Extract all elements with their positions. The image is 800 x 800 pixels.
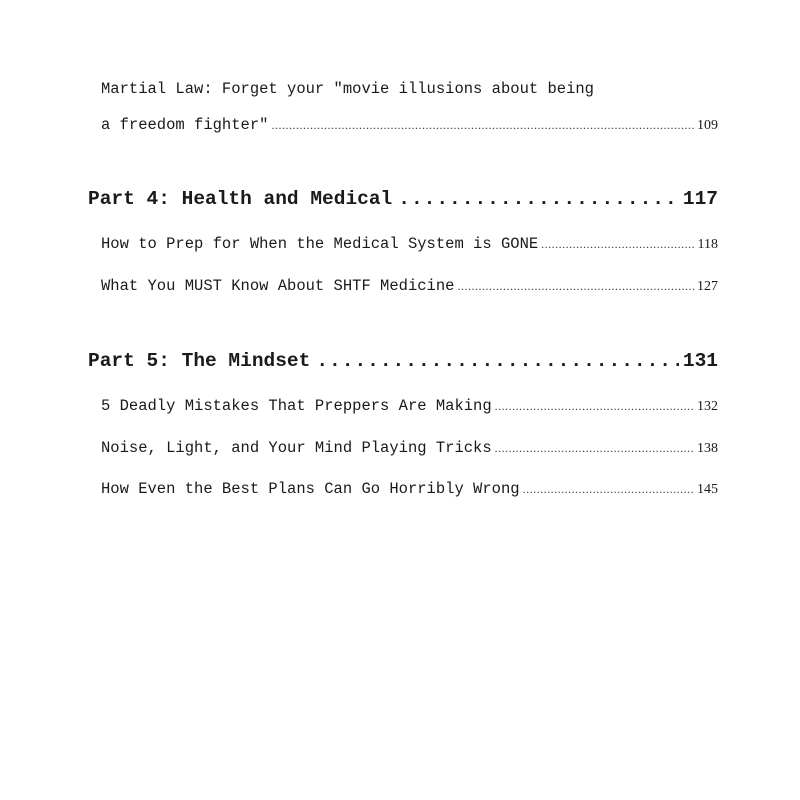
toc-entry-noise-light-mind[interactable] (101, 439, 718, 457)
part-title: Part 4: Health and Medical (88, 188, 393, 210)
toc-entry-title: Martial Law: Forget your "movie illusions about being (101, 80, 594, 98)
toc-part-4-heading[interactable] (88, 188, 718, 210)
toc-entry-medical-system-gone[interactable] (101, 235, 718, 253)
toc-page-number: 127 (697, 279, 718, 294)
toc-entry-title: How Even the Best Plans Can Go Horribly Wrong (101, 480, 520, 498)
part-page-number: 117 (682, 188, 718, 210)
toc-entry-shtf-medicine[interactable] (101, 277, 718, 295)
toc-page-number: 145 (697, 482, 718, 497)
toc-entry-deadly-mistakes[interactable] (101, 397, 718, 415)
dot-leader (541, 237, 694, 252)
toc-entry-title: What You MUST Know About SHTF Medicine (101, 277, 455, 295)
toc-page-number: 132 (697, 399, 718, 414)
toc-entry-best-plans-wrong[interactable] (101, 480, 718, 498)
part-title: Part 5: The Mindset (88, 350, 311, 372)
toc-page-number: 138 (697, 441, 718, 456)
toc-entry-martial-law[interactable] (101, 116, 718, 134)
dot-leader (398, 188, 679, 210)
part-page-number: 131 (682, 350, 718, 372)
toc-entry-martial-law-line1[interactable] (101, 80, 718, 98)
toc-entry-title: 5 Deadly Mistakes That Preppers Are Making (101, 397, 492, 415)
toc-entry-title: a freedom fighter" (101, 116, 269, 134)
dot-leader (457, 279, 694, 294)
toc-page-number: 118 (697, 237, 718, 252)
dot-leader (495, 399, 694, 414)
toc-part-5-heading[interactable] (88, 350, 718, 372)
toc-entry-title: Noise, Light, and Your Mind Playing Tricks (101, 439, 492, 457)
dot-leader (271, 118, 694, 133)
dot-leader (523, 482, 694, 497)
dot-leader (495, 441, 694, 456)
dot-leader (316, 350, 679, 372)
toc-page-number: 109 (697, 118, 718, 133)
toc-entry-title: How to Prep for When the Medical System is GONE (101, 235, 539, 253)
